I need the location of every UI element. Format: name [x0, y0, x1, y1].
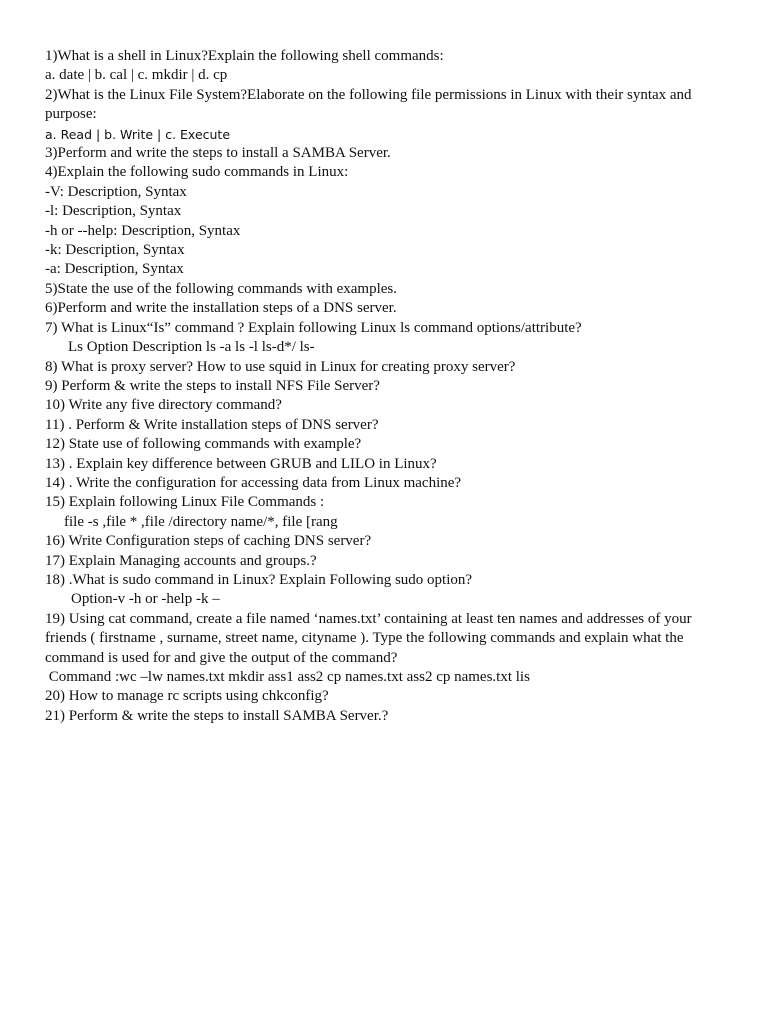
- question-list: [45, 47, 725, 726]
- question-15-options: file -s ,file * ,file /directory name/*, file [rang: [64, 513, 338, 530]
- question-4-option-h: -h or --help: Description, Syntax: [45, 222, 241, 239]
- question-6: 6)Perform and write the installation steps of a DNS server.: [45, 300, 397, 317]
- question-21: 21) Perform & write the steps to install SAMBA Server.?: [45, 707, 389, 724]
- question-4-option-k: -k: Description, Syntax: [45, 242, 185, 259]
- question-15: 15) Explain following Linux File Commands :: [45, 494, 325, 511]
- question-11: 11) . Perform & Write installation steps of DNS server?: [45, 416, 379, 433]
- question-13: 13) . Explain key difference between GRUB and LILO in Linux?: [45, 455, 437, 472]
- question-4-option-l: -l: Description, Syntax: [45, 203, 182, 220]
- question-5: 5)State the use of the following commands with examples.: [45, 280, 398, 297]
- question-7: 7) What is Linux“Is” command ? Explain following Linux ls command options/attribute?: [45, 319, 582, 336]
- question-2-options: a. Read | b. Write | c. Execute: [45, 126, 231, 142]
- question-4: 4)Explain the following sudo commands in Linux:: [45, 164, 349, 181]
- question-18-options: Option-v -h or -help -k –: [71, 591, 220, 608]
- question-2: 2)What is the Linux File System?Elaborate on the following file permissions in Linux with their syntax and purpose:: [45, 86, 696, 123]
- question-18: 18) .What is sudo command in Linux? Explain Following sudo option?: [45, 571, 473, 588]
- question-19: 19) Using cat command, create a file named ‘names.txt’ containing at least ten names and addresses of your friends ( firstname , surname, street name, cityname ). Type the following commands and explain what the command is used for and give the output of the command?: [45, 610, 696, 666]
- question-3: 3)Perform and write the steps to install a SAMBA Server.: [45, 145, 391, 162]
- question-20: 20) How to manage rc scripts using chkconfig?: [45, 688, 329, 705]
- question-19-command: Command :wc –lw names.txt mkdir ass1 ass2 cp names.txt ass2 cp names.txt lis: [45, 669, 530, 685]
- question-9: 9) Perform & write the steps to install NFS File Server?: [45, 377, 380, 394]
- question-1: 1)What is a shell in Linux?Explain the following shell commands:: [45, 48, 444, 64]
- question-7-options: Ls Option Description ls -a ls -l ls-d*/ ls-: [68, 339, 315, 356]
- question-17: 17) Explain Managing accounts and groups.?: [45, 552, 317, 569]
- question-1-options: a. date | b. cal | c. mkdir | d. cp: [45, 67, 228, 84]
- question-14: 14) . Write the configuration for accessing data from Linux machine?: [45, 474, 462, 491]
- question-10: 10) Write any five directory command?: [45, 397, 282, 414]
- question-16: 16) Write Configuration steps of caching DNS server?: [45, 533, 372, 550]
- question-12: 12) State use of following commands with example?: [45, 436, 362, 453]
- question-4-option-v: -V: Description, Syntax: [45, 183, 187, 200]
- question-4-option-a: -a: Description, Syntax: [45, 261, 184, 278]
- question-8: 8) What is proxy server? How to use squid in Linux for creating proxy server?: [45, 358, 516, 375]
